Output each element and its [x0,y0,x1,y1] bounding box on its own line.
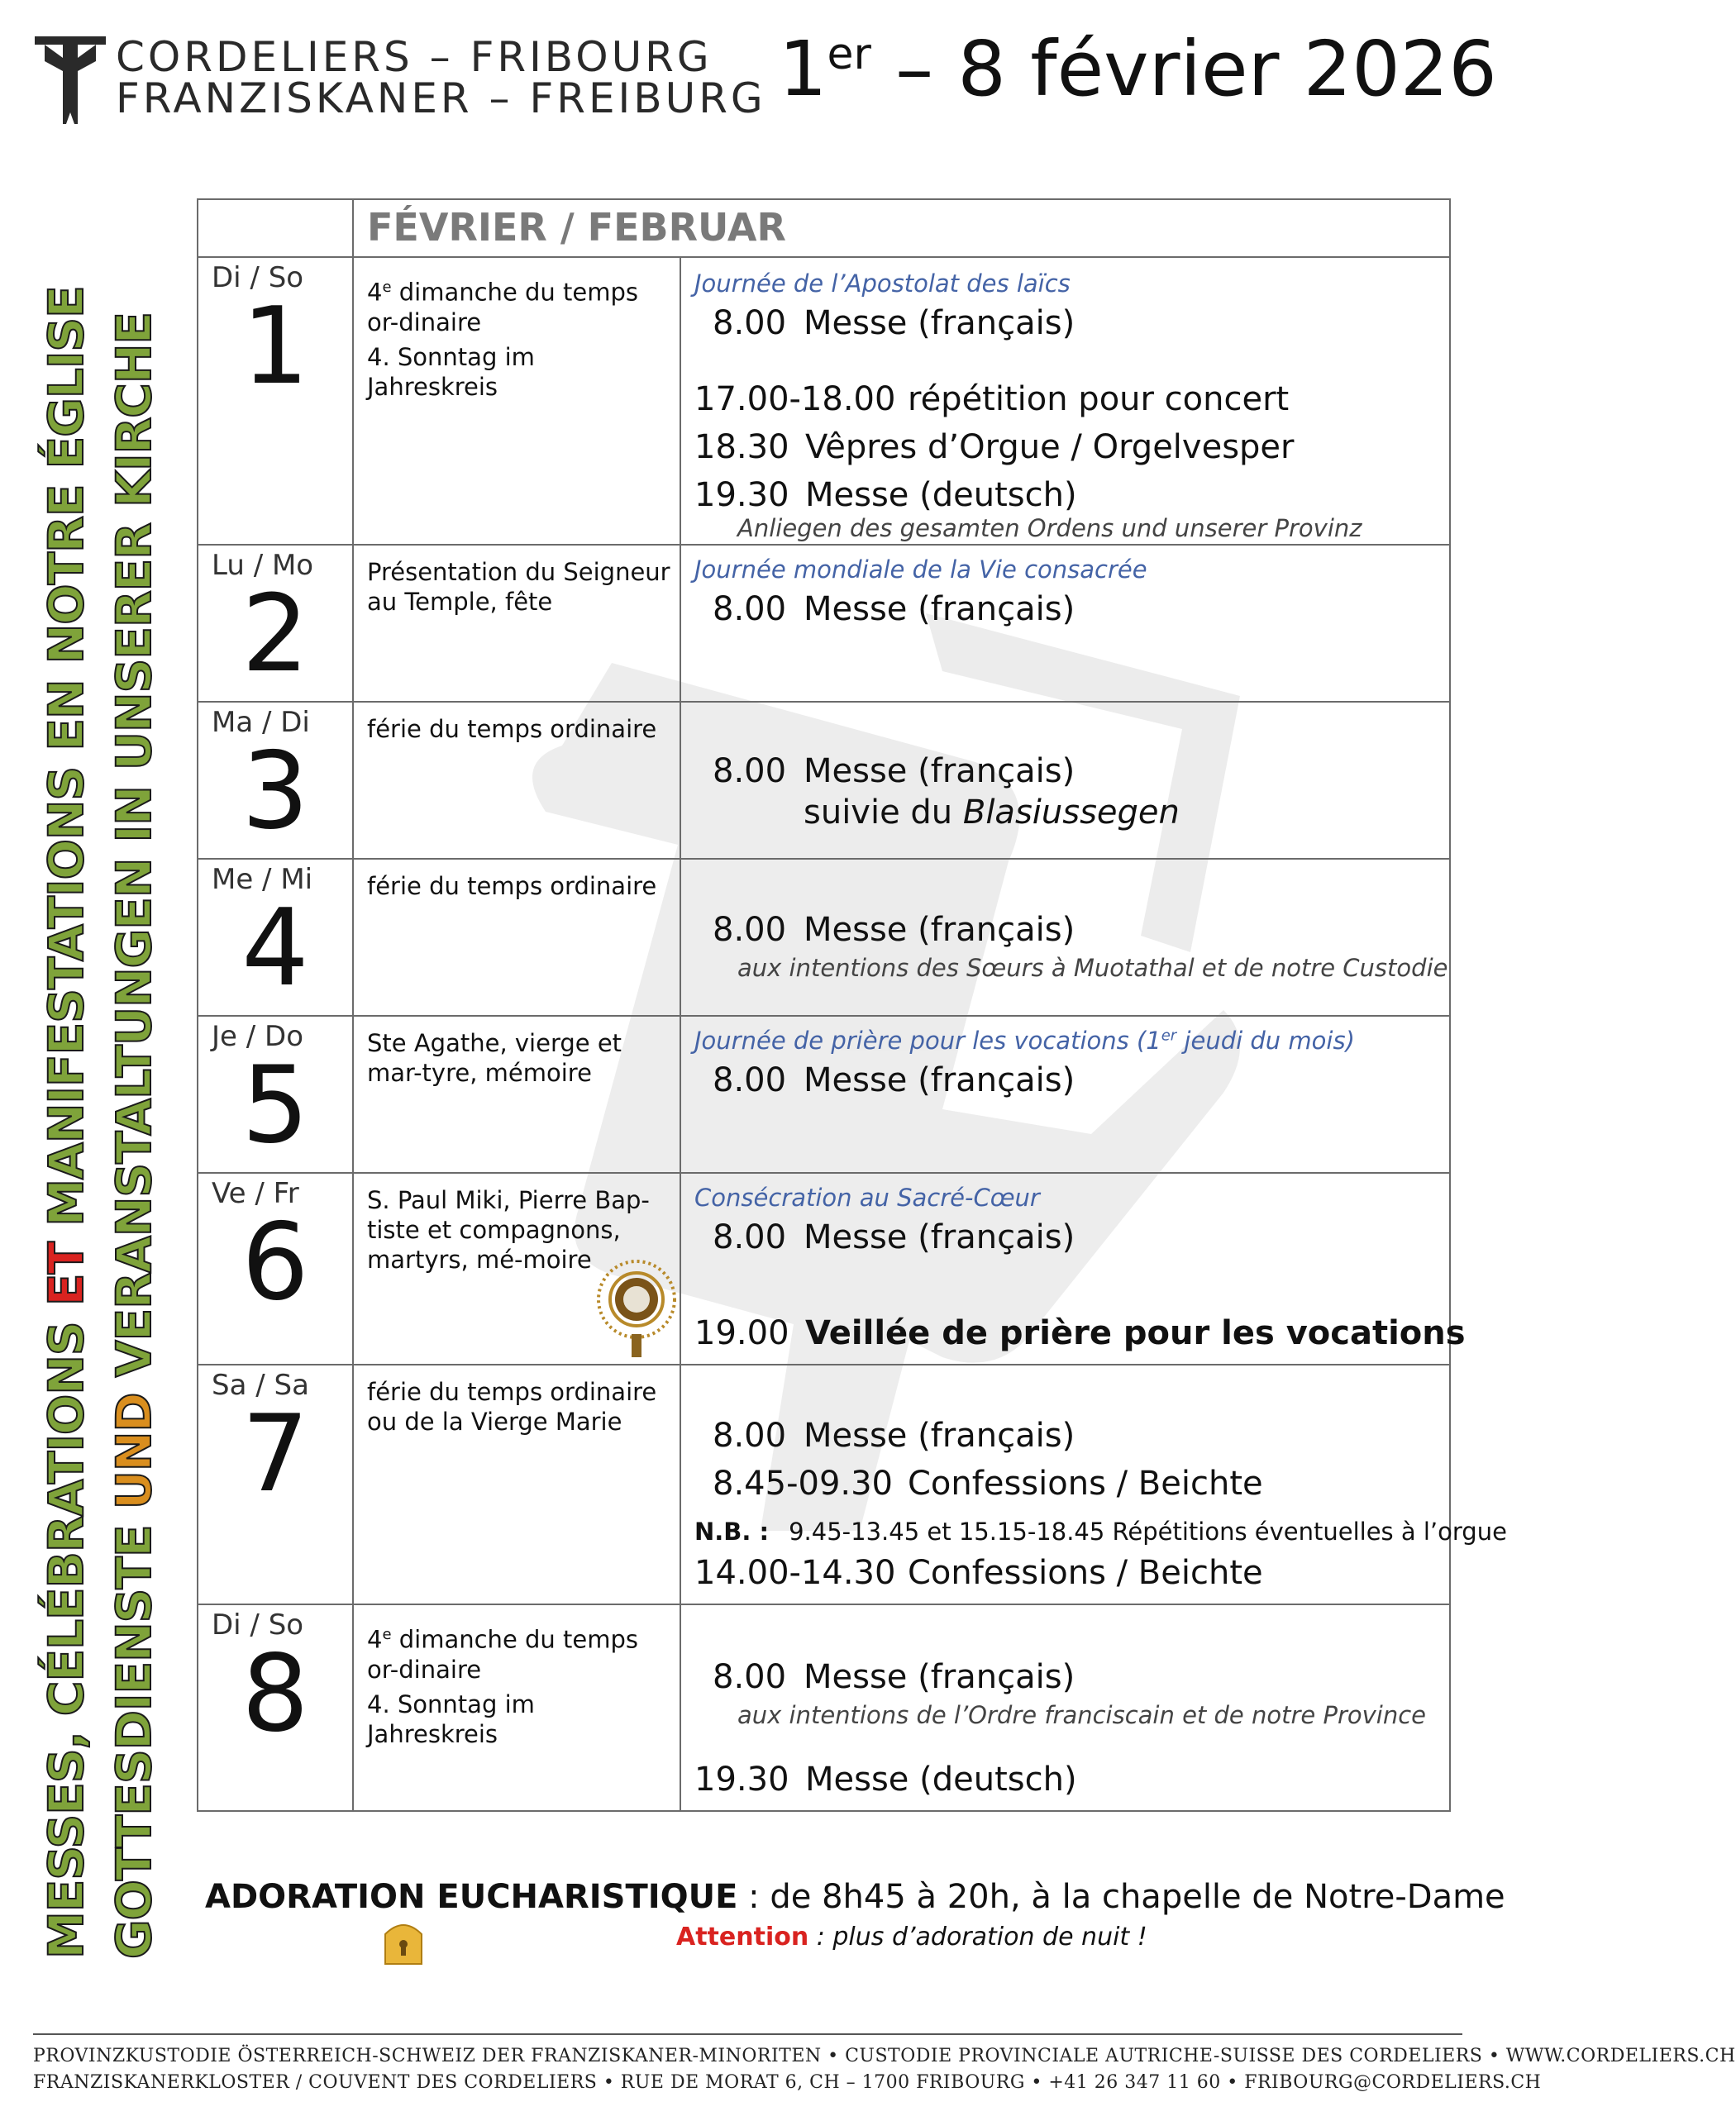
service-item: 8.00 Messe (français) [713,1061,1075,1099]
day-row-8 [198,1604,1449,1812]
franciscan-cross-icon [33,33,107,126]
liturgy-de: 4. Sonntag im Jahreskreis [367,1690,535,1748]
day-number: 5 [241,1044,309,1167]
nb-note: N.B. : 9.45-13.45 et 15.15-18.45 Répétitions éventuelles à l’orgue [694,1518,1507,1546]
date-rest: – 8 février 2026 [870,25,1497,113]
service-item: 18.30 Vêpres d’Orgue / Orgelvesper [694,428,1295,466]
day-number: 2 [241,573,309,696]
liturgy-de: 4. Sonntag im Jahreskreis [367,343,535,401]
header-corner [198,200,354,256]
day-number: 8 [241,1632,309,1756]
date-day: 1 [779,25,827,113]
banner-line-fr: MESSES, CÉLÉBRATIONS ET MANIFESTATIONS EN NOTRE ÉGLISE [38,286,94,1959]
day-row-5 [198,1015,1449,1174]
day-row-2 [198,544,1449,703]
service-item: 8.00 Messe (français) [713,752,1075,790]
liturgy-fr: 4e dimanche du temps or-dinaire [367,278,638,336]
liturgy-fr: Ste Agathe, vierge et mar-tyre, mémoire [367,1029,622,1087]
service-item: 19.30 Messe (deutsch) [694,1761,1077,1799]
day-number: 3 [241,730,309,853]
service-item: 14.00-14.30 Confessions / Beichte [694,1554,1263,1592]
liturgy-fr: S. Paul Miki, Pierre Bap-tiste et compagnons, martyrs, mé-moire [367,1186,650,1274]
day-row-4 [198,858,1449,1017]
footer-line-1: PROVINZKUSTODIE ÖSTERREICH-SCHWEIZ DER FRANZISKANER-MINORITEN • CUSTODIE PROVINCIALE AUTRICHE-SUISSE DES CORDELIERS • WWW.CORDELIERS.CH [33,2046,1736,2066]
adoration-line [205,1878,1505,1916]
tabernacle-icon [380,1916,427,1966]
liturgy-fr: férie du temps ordinaire [367,872,657,900]
attention-note [676,1923,1147,1952]
day-of-week: Je / Do [212,1020,303,1053]
day-of-week: Ma / Di [212,706,310,739]
journee-label: Journée de l’Apostolat des laïcs [694,269,1071,298]
day-row-6 [198,1172,1466,1365]
day-row-1 [198,256,1449,546]
service-item: 8.00 Messe (français) [713,911,1075,949]
cordeliers-logo [33,33,766,126]
service-item: 8.45-09.30 Confessions / Beichte [713,1465,1263,1503]
service-item: 8.00 Messe (français) [713,1218,1075,1256]
service-item: 17.00-18.00 répétition pour concert [694,380,1290,418]
month-header [198,200,1449,258]
day-number: 7 [241,1393,309,1516]
attention-text: : plus d’adoration de nuit ! [808,1923,1147,1952]
service-item: 8.00 Messe (français) [713,1417,1075,1455]
service-item: 19.30 Messe (deutsch) [694,476,1077,514]
logo-line-fr: CORDELIERS – FRIBOURG [116,33,713,81]
journee-label: Journée mondiale de la Vie consacrée [694,555,1147,584]
day-row-3 [198,701,1449,860]
schedule-table [197,198,1507,1812]
adoration-label: ADORATION EUCHARISTIQUE [205,1878,738,1916]
month-label: FÉVRIER / FEBRUAR [367,205,786,250]
day-of-week: Lu / Mo [212,549,314,582]
intention-note: aux intentions de l’Ordre franciscain et de notre Province [737,1701,1426,1729]
vertical-banner [33,165,174,1959]
liturgy-fr: férie du temps ordinaire [367,715,657,743]
journee-label: Journée de prière pour les vocations (1er jeudi du mois) [694,1027,1355,1055]
day-row-7 [198,1364,1507,1605]
footer-line-2: FRANZISKANERKLOSTER / COUVENT DES CORDELIERS • RUE DE MORAT 6, CH – 1700 FRIBOURG • +41 26 347 11 60 • FRIBOURG@CORDELIERS.CH [33,2072,1542,2093]
service-item: 8.00 Messe (français) [713,1658,1075,1696]
day-of-week: Di / So [212,261,304,294]
day-of-week: Sa / Sa [212,1369,309,1402]
page-title [779,25,1497,113]
service-item: 8.00 Messe (français) [713,590,1075,628]
day-number: 6 [241,1201,309,1324]
day-number: 4 [241,887,309,1010]
monstrance-icon [587,1253,676,1361]
intention-note: aux intentions des Sœurs à Muotathal et de notre Custodie [737,954,1448,982]
day-number: 1 [241,285,309,408]
service-item: 8.00 Messe (français) [713,304,1075,342]
footer [33,2033,1736,2096]
day-of-week: Me / Mi [212,863,313,896]
journee-label: Consécration au Sacré-Cœur [694,1184,1040,1212]
day-of-week: Di / So [212,1608,304,1642]
date-sup: er [827,30,871,79]
day-of-week: Ve / Fr [212,1177,299,1210]
service-item: 19.00 Veillée de prière pour les vocations [694,1314,1466,1352]
liturgy-fr: férie du temps ordinaire ou de la Vierge Marie [367,1378,657,1436]
attention-label: Attention [676,1923,809,1952]
liturgy-fr: 4e dimanche du temps or-dinaire [367,1625,638,1684]
intention-note: Anliegen des gesamten Ordens und unserer Provinz [737,514,1362,542]
adoration-text: : de 8h45 à 20h, à la chapelle de Notre-Dame [737,1878,1505,1916]
liturgy-fr: Présentation du Seigneur au Temple, fête [367,558,670,616]
logo-line-de: FRANZISKANER – FREIBURG [116,74,766,122]
banner-line-de: GOTTESDIENSTE UND VERANSTALTUNGEN IN UNSERER KIRCHE [106,312,162,1959]
blessing-note: suivie du Blasiussegen [804,794,1180,832]
